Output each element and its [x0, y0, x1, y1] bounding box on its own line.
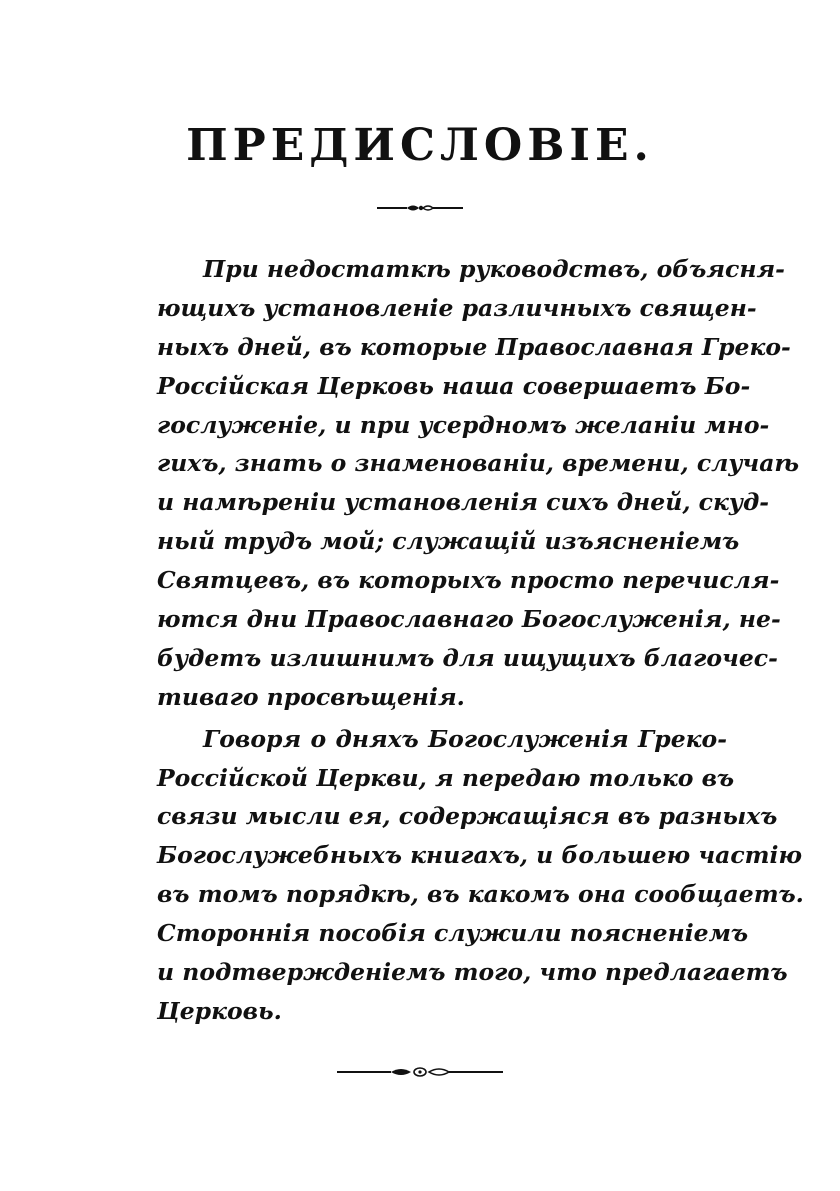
preface-text: [157, 250, 804, 1031]
text-line: ющихъ установленіе различныхъ священ-: [157, 293, 757, 322]
text-line: При недостаткѣ руководствъ, объясня-: [203, 255, 785, 283]
paragraph-1: [157, 250, 800, 717]
text-line: тиваго просвѣщенія.: [157, 682, 465, 711]
text-line: Россійской Церкви, я передаю только въ: [157, 763, 735, 792]
text-line: въ томъ порядкѣ, въ какомъ она сообщаетъ.: [157, 880, 804, 909]
paragraph-2: [157, 720, 804, 1031]
text-line: Церковь.: [157, 996, 282, 1025]
text-line: ются дни Православнаго Богослуженія, не-: [157, 605, 781, 634]
page-title: ПРЕДИСЛОВІЕ.: [186, 120, 654, 171]
text-line: гослуженіе, и при усердномъ желаніи мно-: [157, 410, 770, 439]
text-line: ныхъ дней, въ которые Православная Греко-: [157, 332, 791, 361]
text-line: и намѣреніи установленія сихъ дней, скуд-: [157, 488, 770, 517]
ornament-flourish-icon: [335, 1064, 505, 1080]
ornament-divider-top: [0, 202, 840, 214]
text-line: и подтвержденіемъ того, что предлагаетъ: [157, 958, 788, 987]
text-line: связи мысли ея, содержащіяся въ разныхъ: [157, 802, 778, 831]
ornament-divider-icon: [375, 202, 465, 214]
text-line: будетъ излишнимъ для ищущихъ благочес-: [157, 643, 778, 672]
text-line: гихъ, знать о знаменованіи, времени, случаѣ: [157, 449, 800, 478]
text-line: ный трудъ мой; служащій изъясненіемъ: [157, 527, 740, 556]
text-line: Говоря о дняхъ Богослуженія Греко-: [203, 724, 727, 753]
text-line: Россійская Церковь наша совершаетъ Бо-: [157, 371, 751, 400]
text-line: Святцевъ, въ которыхъ просто перечисля-: [157, 566, 780, 595]
text-line: Стороннія пособія служили поясненіемъ: [157, 919, 749, 948]
text-line: Богослужебныхъ книгахъ, и большею частію: [157, 841, 802, 870]
ornament-divider-bottom: [0, 1064, 840, 1080]
